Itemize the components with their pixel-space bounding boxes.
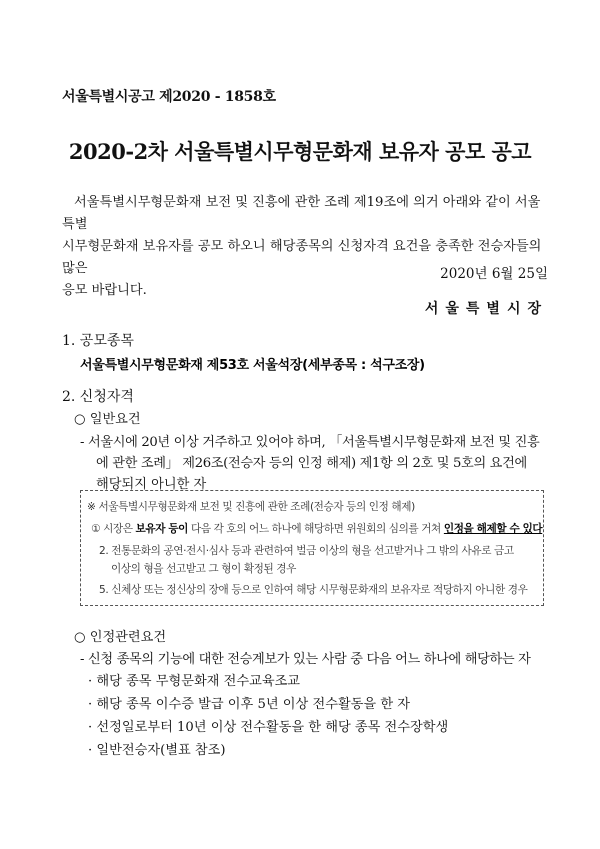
recognition-item: · 해당 종목 무형문화재 전수교육조교	[88, 674, 301, 689]
intro-line-1: 서울특별시무형문화재 보전 및 진흥에 관한 조례 제19조에 의거 아래와 같이 서울특별	[62, 195, 541, 232]
general-requirements-heading: ○ 일반요건	[74, 412, 141, 427]
note-item-2-line-1: 2. 전통문화의 공연·전시·심사 등과 관련하여 벌금 이상의 형을 선고받거나 그 밖의 사유로 금고	[99, 545, 514, 557]
document-title: 2020-2차 서울특별시무형문화재 보유자 공모 공고	[68, 139, 532, 164]
section-2-heading: 2. 신청자격	[62, 389, 134, 405]
recognition-item: · 일반전승자(별표 참조)	[88, 743, 226, 758]
note-item-1-bold-subject: 보유자 등이	[135, 523, 189, 535]
document-number: 서울특별시공고 제2020 - 1858호	[62, 89, 276, 105]
recognition-item: · 해당 종목 이수증 발급 이후 5년 이상 전수활동을 한 자	[88, 697, 411, 712]
note-item-2-line-2: 이상의 형을 선고받고 그 형이 확정된 경우	[111, 563, 296, 575]
general-line-2: 에 관한 조례」 제26조(전승자 등의 인정 해제) 제1항 의 2호 및 5호의 요건에	[96, 456, 527, 471]
note-item-1-bold-action: 인정을 해제할 수 있다	[443, 523, 543, 535]
intro-line-3: 응모 바랍니다.	[62, 283, 147, 298]
signer: 서울특별시장	[424, 301, 548, 317]
ordinance-note-box	[80, 490, 544, 606]
section-1-heading: 1. 공모종목	[62, 333, 134, 349]
recognition-item: · 선정일로부터 10년 이상 전수활동을 한 해당 종목 전수장학생	[88, 720, 449, 735]
note-item-5: 5. 신체상 또는 정신상의 장애 등으로 인하여 해당 시무형문화재의 보유자로 적당하지 아니한 경우	[99, 584, 528, 596]
section-1-item: 서울특별시무형문화재 제53호 서울석장(세부종목 : 석구조장)	[80, 358, 425, 373]
note-item-1-middle: 다음 각 호의 어느 하나에 해당하면 위원회의 심의를 거쳐	[188, 523, 444, 535]
note-item-1-prefix: ① 시장은	[91, 523, 136, 535]
general-line-3: 해당되지 아니한 자	[96, 477, 207, 492]
intro-paragraph	[62, 192, 550, 302]
general-line-1: - 서울시에 20년 이상 거주하고 있어야 하며, 「서울특별시무형문화재 보전 및 진흥	[80, 435, 540, 450]
note-item-1	[91, 521, 542, 536]
note-title: ※ 서울특별시무형문화재 보전 및 진흥에 관한 조례(전승자 등의 인정 해제)	[87, 501, 415, 513]
announcement-date: 2020년 6월 25일	[440, 266, 548, 282]
intro-line-2: 시무형문화재 보유자를 공모 하오니 해당종목의 신청자격 요건을 충족한 전승자들의 많은	[62, 239, 542, 276]
recognition-requirements-heading: ○ 인정관련요건	[74, 630, 167, 645]
recognition-intro: - 신청 종목의 기능에 대한 전승계보가 있는 사람 중 다음 어느 하나에 해당하는 자	[80, 652, 531, 667]
